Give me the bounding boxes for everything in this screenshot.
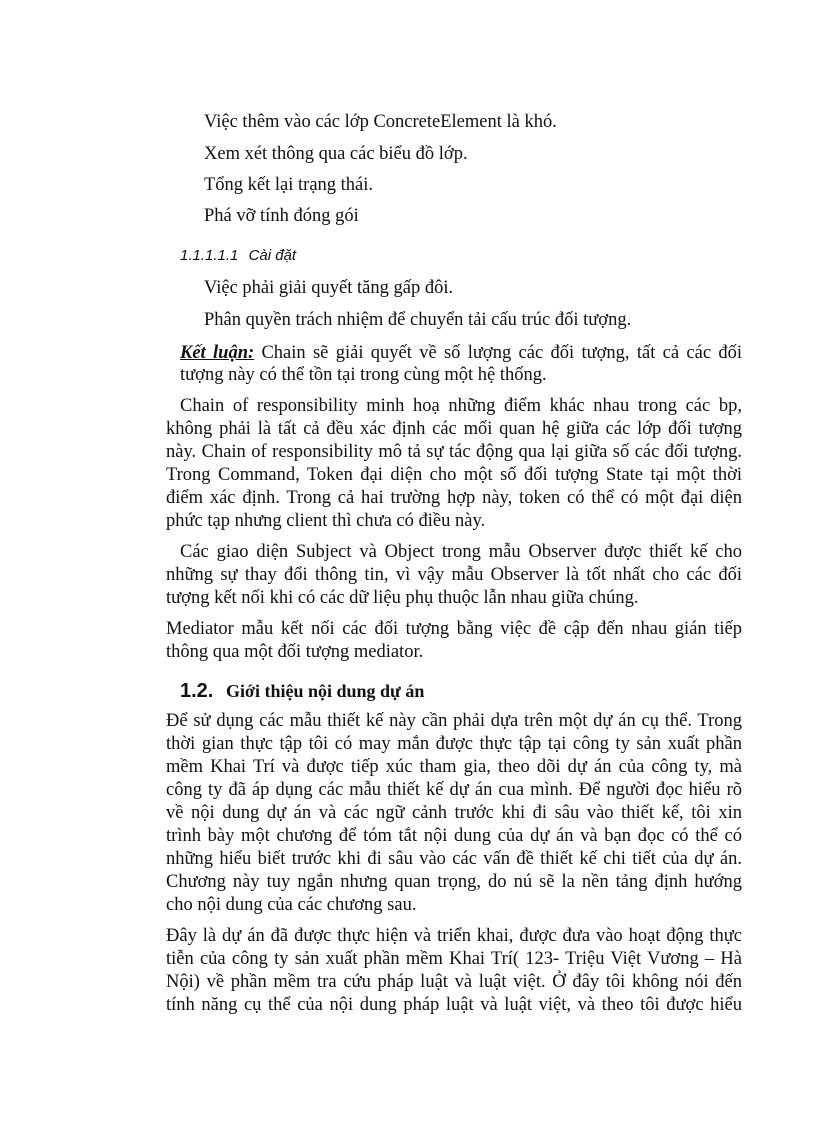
list-item: Phá vỡ tính đóng gói: [204, 206, 359, 226]
paragraph-line: Để sử dụng các mẫu thiết kế này cần phải dựa trên một dự án cụ thể. Trong: [166, 711, 742, 731]
list-item: Việc thêm vào các lớp ConcreteElement là khó.: [204, 112, 557, 132]
paragraph-line: những hiểu biết trước khi đi sâu vào các vấn đề thiết kế chi tiết của dự án.: [166, 849, 742, 869]
paragraph-line: Mediator mẫu kết nối các đối tượng bằng việc đề cập đến nhau gián tiếp: [166, 619, 742, 639]
list-item: Việc phải giải quyết tăng gấp đôi.: [204, 278, 454, 298]
paragraph-line: tiễn của công ty sản xuất phần mềm Khai Trí( 123- Triệu Việt Vương – Hà: [166, 949, 742, 969]
paragraph-line: điểm xác định. Trong cả hai trường hợp này, token có thể có một đại diện: [166, 488, 742, 508]
paragraph-line: Chain of responsibility minh hoạ những điểm khác nhau trong các bp,: [180, 396, 742, 416]
paragraph-line: về nội dung dự án và các ngữ cảnh trước khi đi sâu vào thiết kế, tôi xin: [166, 803, 742, 823]
section-number: 1.2.: [180, 680, 214, 702]
paragraph-line: thông qua một đối tượng mediator.: [166, 642, 424, 662]
paragraph-line: không phải là tất cả đều xác định các mối quan hệ giữa các lớp đối tượng: [166, 419, 742, 439]
paragraph-line: những sự thay đổi thông tin, vì vậy mẫu Observer là tốt nhất cho các đối: [166, 565, 742, 585]
paragraph-line: mềm Khai Trí và được tiếp xúc tham gia, theo dõi dự án của công ty, mà: [166, 757, 742, 777]
conclusion-text: Chain sẽ giải quyết về số lượng các đối tượng, tất cả các đối: [261, 343, 742, 363]
list-item: Xem xét thông qua các biểu đồ lớp.: [204, 144, 468, 164]
conclusion-line: tượng này có thể tồn tại trong cùng một hệ thống.: [180, 365, 547, 385]
conclusion-label: Kết luận:: [180, 343, 255, 363]
paragraph-line: tính năng cụ thể của nội dung pháp luật và luật việt, và theo tôi được hiểu: [166, 995, 742, 1015]
paragraph-line: cho nội dung của các chương sau.: [166, 895, 417, 915]
list-item: Tổng kết lại trạng thái.: [204, 175, 374, 195]
paragraph-line: tượng kết nối khi có các dữ liệu phụ thuộc lẫn nhau giữa chúng.: [166, 588, 639, 608]
paragraph-line: trình bày một chương để tóm tắt nội dung của dự án và bạn đọc có thể có: [166, 826, 742, 846]
paragraph-line: này. Chain of responsibility mô tả sự tác động qua lại giữa số các đối tượng.: [166, 442, 742, 462]
subsection-heading: [180, 247, 296, 264]
paragraph-line: Trong Command, Token đại diện cho một số đối tượng State tại một thời: [166, 465, 742, 485]
subsection-title: Cài đặt: [248, 247, 297, 264]
conclusion-line: [180, 342, 742, 364]
paragraph-line: Chương này tuy ngắn nhưng quan trọng, do nú sẽ la nền tảng định hướng: [166, 872, 742, 892]
paragraph-line: công ty đã áp dụng các mẫu thiết kế dự án cua mình. Để người đọc hiểu rõ: [166, 780, 742, 800]
section-title: Giới thiệu nội dung dự án: [226, 681, 425, 701]
paragraph-line: Đây là dự án đã được thực hiện và triển khai, được đưa vào hoạt động thực: [166, 926, 742, 946]
paragraph-line: thời gian thực tập tôi có may mắn được thực tập tại công ty sản xuất phần: [166, 734, 742, 754]
list-item: Phân quyền trách nhiệm để chuyển tải cấu trúc đối tượng.: [204, 310, 632, 330]
paragraph-line: phức tạp nhưng client thì chưa có điều này.: [166, 511, 486, 531]
subsection-number: 1.1.1.1.1: [180, 247, 239, 264]
paragraph-line: Nội) về phần mềm tra cứu pháp luật và luật việt. Ở đây tôi không nói đến: [166, 972, 742, 992]
paragraph-line: Các giao diện Subject và Object trong mẫu Observer được thiết kế cho: [180, 542, 742, 562]
